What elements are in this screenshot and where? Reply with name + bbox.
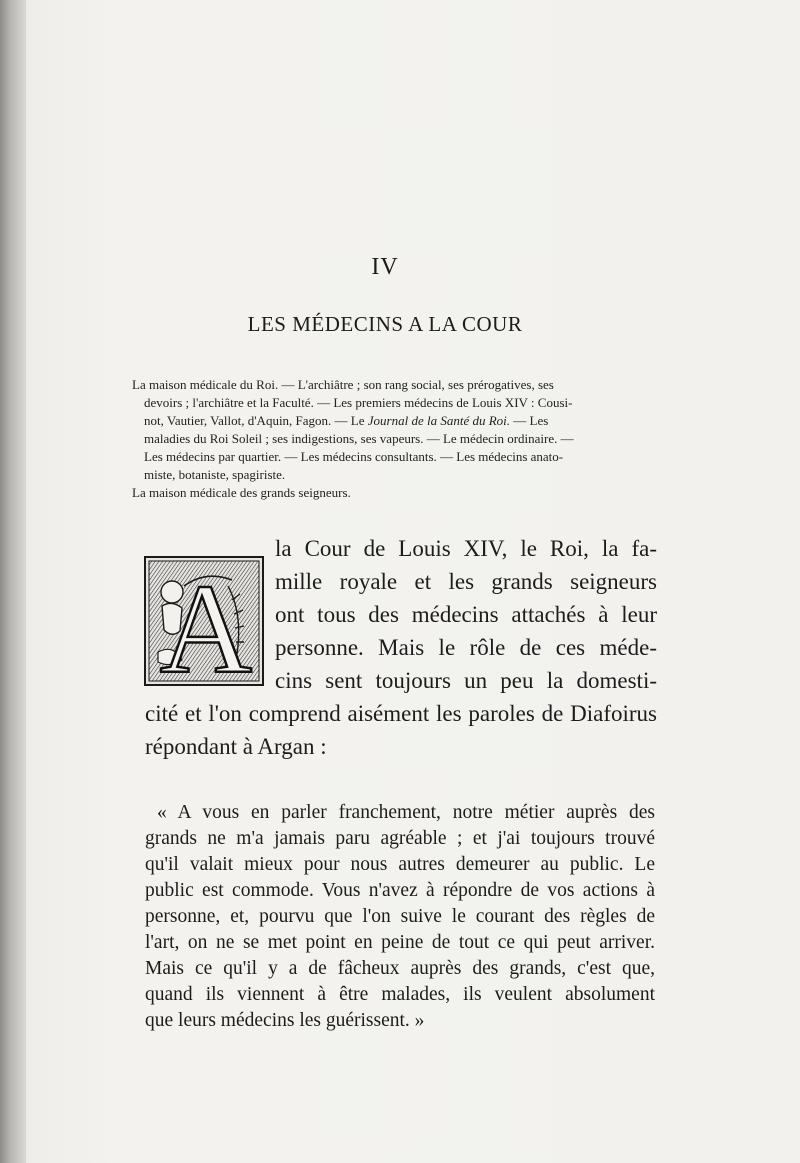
body-line: cins sent toujours un peu la domesti-: [275, 668, 657, 693]
quote-line: qu'il valait mieux pour nous autres demeurer au public. Le: [145, 854, 655, 875]
summary-line: La maison médicale du Roi. — L'archiâtre ; son rang social, ses prérogatives, ses: [132, 377, 554, 392]
chapter-summary: [132, 376, 644, 502]
quote-line: « A vous en parler franchement, notre métier auprès des: [157, 802, 655, 823]
summary-line: Les médecins par quartier. — Les médecins consultants. — Les médecins anato-: [144, 449, 564, 464]
quote-line: grands ne m'a jamais paru agréable ; et j'ai toujours trouvé: [145, 828, 655, 849]
summary-line: miste, botaniste, spagiriste.: [144, 467, 286, 482]
chapter-number: IV: [371, 254, 399, 280]
body-line: ont tous des médecins attachés à leur: [275, 602, 657, 627]
summary-line: [132, 412, 644, 430]
chapter-title: LES MÉDECINS A LA COUR: [247, 312, 523, 336]
summary-text: not, Vautier, Vallot, d'Aquin, Fagon. — Le: [144, 413, 365, 428]
page-gutter: [0, 0, 26, 1163]
quote-line: que leurs médecins les guérissent. »: [145, 1010, 425, 1031]
body-paragraph: [145, 532, 657, 763]
summary-line: devoirs ; l'archiâtre et la Faculté. — Les premiers médecins de Louis XIV : Cousi-: [144, 395, 573, 410]
summary-line: maladies du Roi Soleil ; ses indigestions, ses vapeurs. — Le médecin ordinaire. —: [144, 431, 574, 446]
quote-line: quand ils viennent à être malades, ils veulent absolument: [145, 984, 655, 1005]
summary-text: — Les: [513, 413, 549, 428]
dropcap-letter: A: [159, 558, 253, 686]
body-line: répondant à Argan :: [145, 734, 327, 759]
quote-line: Mais ce qu'il y a de fâcheux auprès des grands, c'est que,: [145, 958, 655, 979]
quote-line: public est commode. Vous n'avez à répondre de vos actions à: [145, 880, 655, 901]
body-line: personne. Mais le rôle de ces méde-: [275, 635, 657, 660]
body-line: cité et l'on comprend aisément les paroles de Diafoirus: [145, 701, 657, 726]
quotation-block: [145, 800, 655, 1034]
quote-line: l'art, on ne se met point en peine de tout ce qui peut arriver.: [145, 932, 655, 953]
body-line: mille royale et les grands seigneurs: [275, 569, 657, 594]
summary-line: La maison médicale des grands seigneurs.: [132, 485, 351, 500]
journal-title: Journal de la Santé du Roi.: [367, 413, 511, 428]
body-line: la Cour de Louis XIV, le Roi, la fa-: [275, 536, 657, 561]
quote-line: personne, et, pourvu que l'on suive le courant des règles de: [145, 906, 655, 927]
